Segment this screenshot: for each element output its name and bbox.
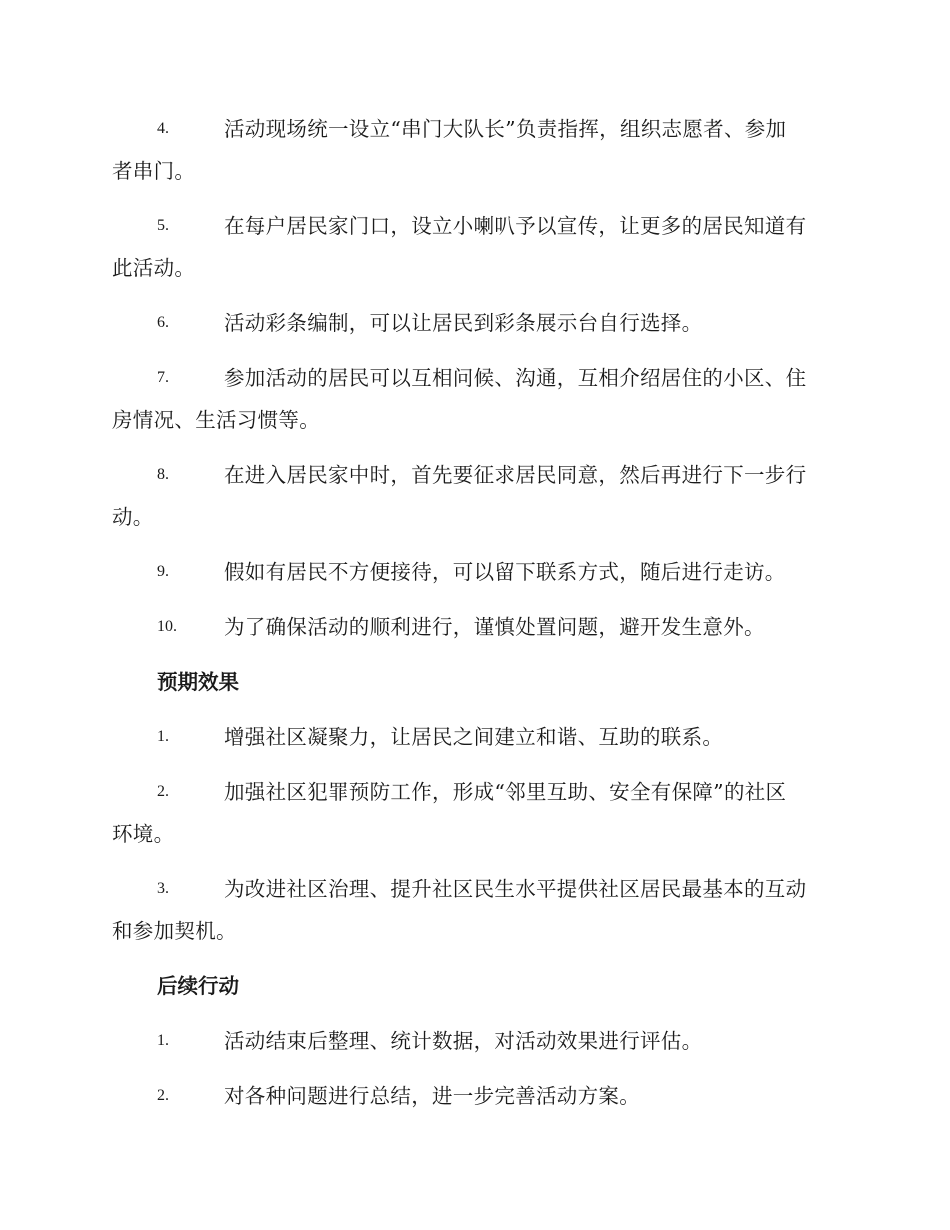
list-text: 参加活动的居民可以互相问候、沟通，互相介绍居住的小区、住 — [224, 366, 807, 390]
document-body — [112, 108, 834, 1117]
list-item — [112, 454, 834, 538]
list-number: 9. — [157, 563, 169, 580]
list-item — [112, 606, 834, 648]
list-text: 假如有居民不方便接待，可以留下联系方式，随后进行走访。 — [224, 560, 786, 584]
section-heading-follow-up: 后续行动 — [157, 974, 239, 998]
list-item — [112, 302, 834, 344]
list-text-continued: 动。 — [112, 505, 154, 529]
list-number: 7. — [157, 369, 169, 386]
list-number: 3. — [157, 880, 169, 897]
list-item — [112, 205, 834, 289]
list-item — [112, 357, 834, 441]
list-text-continued: 和参加契机。 — [112, 919, 237, 943]
list-item — [112, 771, 834, 855]
list-text-continued: 者串门。 — [112, 159, 196, 183]
list-text: 活动结束后整理、统计数据，对活动效果进行评估。 — [224, 1029, 703, 1053]
list-text: 在进入居民家中时，首先要征求居民同意，然后再进行下一步行 — [224, 463, 807, 487]
list-text: 加强社区犯罪预防工作，形成“邻里互助、安全有保障”的社区 — [224, 780, 787, 804]
list-number: 5. — [157, 217, 169, 234]
list-number: 2. — [157, 1087, 169, 1104]
list-text-continued: 房情况、生活习惯等。 — [112, 408, 320, 432]
list-text-continued: 环境。 — [112, 822, 175, 846]
list-text-continued: 此活动。 — [112, 256, 196, 280]
list-item — [112, 716, 834, 758]
list-item — [112, 1075, 834, 1117]
list-number: 1. — [157, 728, 169, 745]
list-number: 6. — [157, 314, 169, 331]
list-item — [112, 108, 834, 192]
list-number: 2. — [157, 783, 169, 800]
list-number: 4. — [157, 120, 169, 137]
list-text: 增强社区凝聚力，让居民之间建立和谐、互助的联系。 — [224, 725, 724, 749]
list-item — [112, 868, 834, 952]
list-text: 活动现场统一设立“串门大队长”负责指挥，组织志愿者、参加 — [224, 117, 787, 141]
list-text: 在每户居民家门口，设立小喇叭予以宣传，让更多的居民知道有 — [224, 214, 807, 238]
list-number: 10. — [157, 618, 177, 635]
list-text: 对各种问题进行总结，进一步完善活动方案。 — [224, 1084, 640, 1108]
list-item — [112, 1020, 834, 1062]
list-text: 活动彩条编制，可以让居民到彩条展示台自行选择。 — [224, 311, 703, 335]
list-number: 8. — [157, 466, 169, 483]
list-text: 为改进社区治理、提升社区民生水平提供社区居民最基本的互动 — [224, 877, 807, 901]
section-heading-expected-effect: 预期效果 — [157, 670, 239, 694]
list-item — [112, 551, 834, 593]
list-text: 为了确保活动的顺利进行，谨慎处置问题，避开发生意外。 — [224, 615, 765, 639]
list-number: 1. — [157, 1032, 169, 1049]
